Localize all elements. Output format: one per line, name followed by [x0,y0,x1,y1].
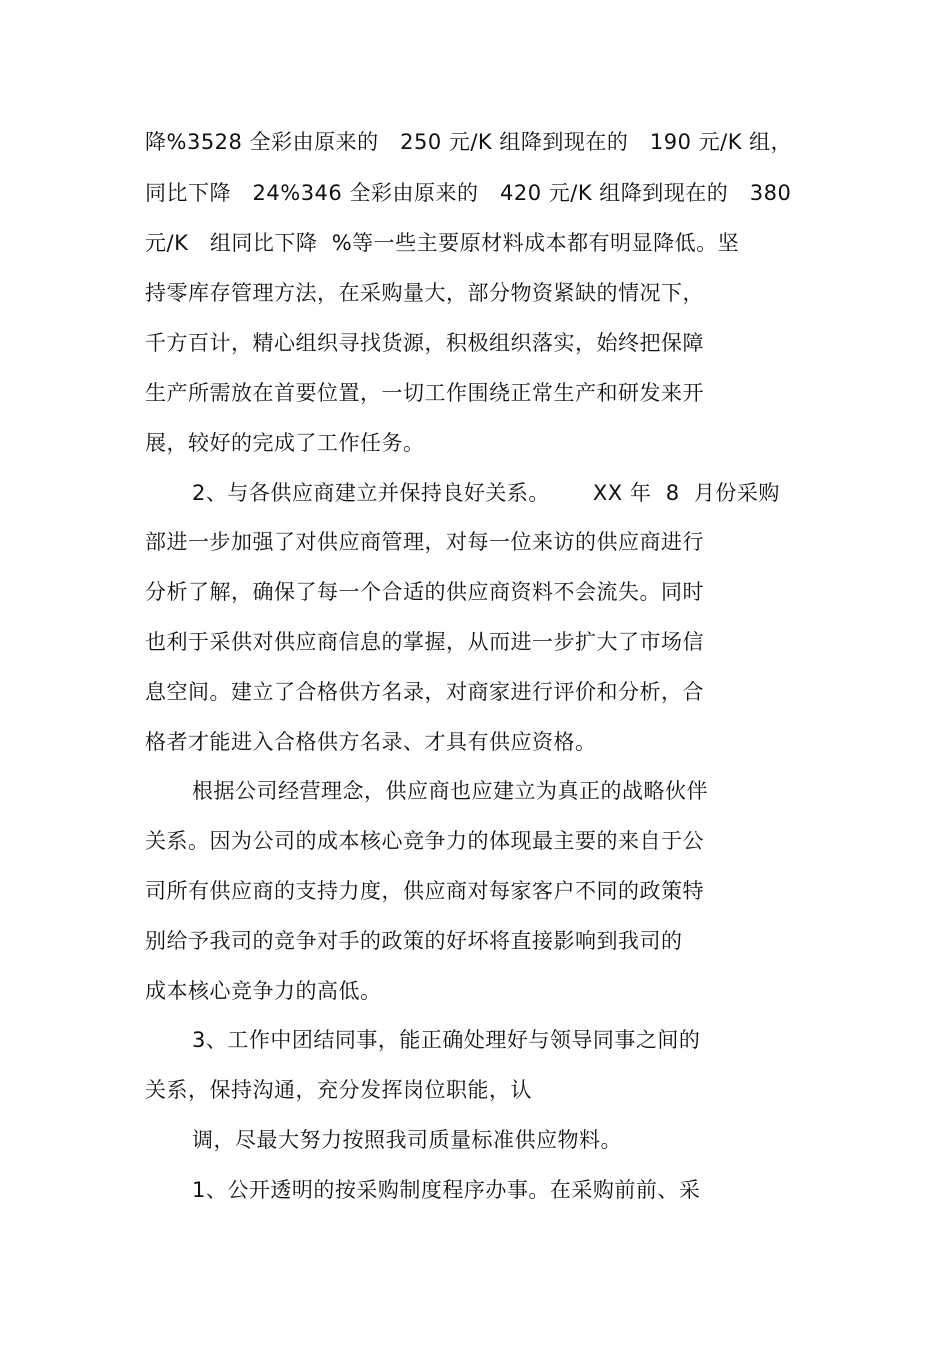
text-line: 调，尽最大努力按照我司质量标准供应物料。 [192,1128,622,1152]
text-line: 展，较好的完成了工作任务。 [145,431,425,455]
paragraph-heading: 1、公开透明的按采购制度程序办事。在采购前前、采 [192,1178,701,1202]
text-line: 司所有供应商的支持力度，供应商对每家客户不同的政策特 [145,879,704,903]
text-line: 分析了解，确保了每一个合适的供应商资料不会流失。同时 [145,580,704,604]
text-line: 持零库存管理方法，在采购量大，部分物资紧缺的情况下， [145,281,704,305]
text-line: 关系，保持沟通，充分发挥岗位职能，认 [145,1078,532,1102]
text-line: 同比下降 24%346 全彩由原来的 420 元/K 组降到现在的 380 [145,181,792,205]
text-line: 元/K 组同比下降 %等一些主要原材料成本都有明显降低。坚 [145,231,740,255]
text-line: 息空间。建立了合格供方名录，对商家进行评价和分析，合 [145,680,704,704]
text-line: 生产所需放在首要位置，一切工作围绕正常生产和研发来开 [145,381,704,405]
paragraph-heading: 2、与各供应商建立并保持良好关系。 XX 年 8 月份采购 [192,481,780,505]
text-line: 成本核心竞争力的高低。 [145,979,382,1003]
text-line: 关系。因为公司的成本核心竞争力的体现最主要的来自于公 [145,829,704,853]
text-line: 降%3528 全彩由原来的 250 元/K 组降到现在的 190 元/K 组， [145,130,793,154]
text-line: 部进一步加强了对供应商管理，对每一位来访的供应商进行 [145,530,704,554]
paragraph-start: 根据公司经营理念，供应商也应建立为真正的战略伙伴 [192,779,708,803]
text-line: 也利于采供对供应商信息的掌握，从而进一步扩大了市场信 [145,630,704,654]
paragraph-heading: 3、工作中团结同事，能正确处理好与领导同事之间的 [192,1028,701,1052]
text-line: 别给予我司的竞争对手的政策的好坏将直接影响到我司的 [145,929,683,953]
text-line: 千方百计，精心组织寻找货源，积极组织落实，始终把保障 [145,331,704,355]
text-line: 格者才能进入合格供方名录、才具有供应资格。 [145,730,597,754]
